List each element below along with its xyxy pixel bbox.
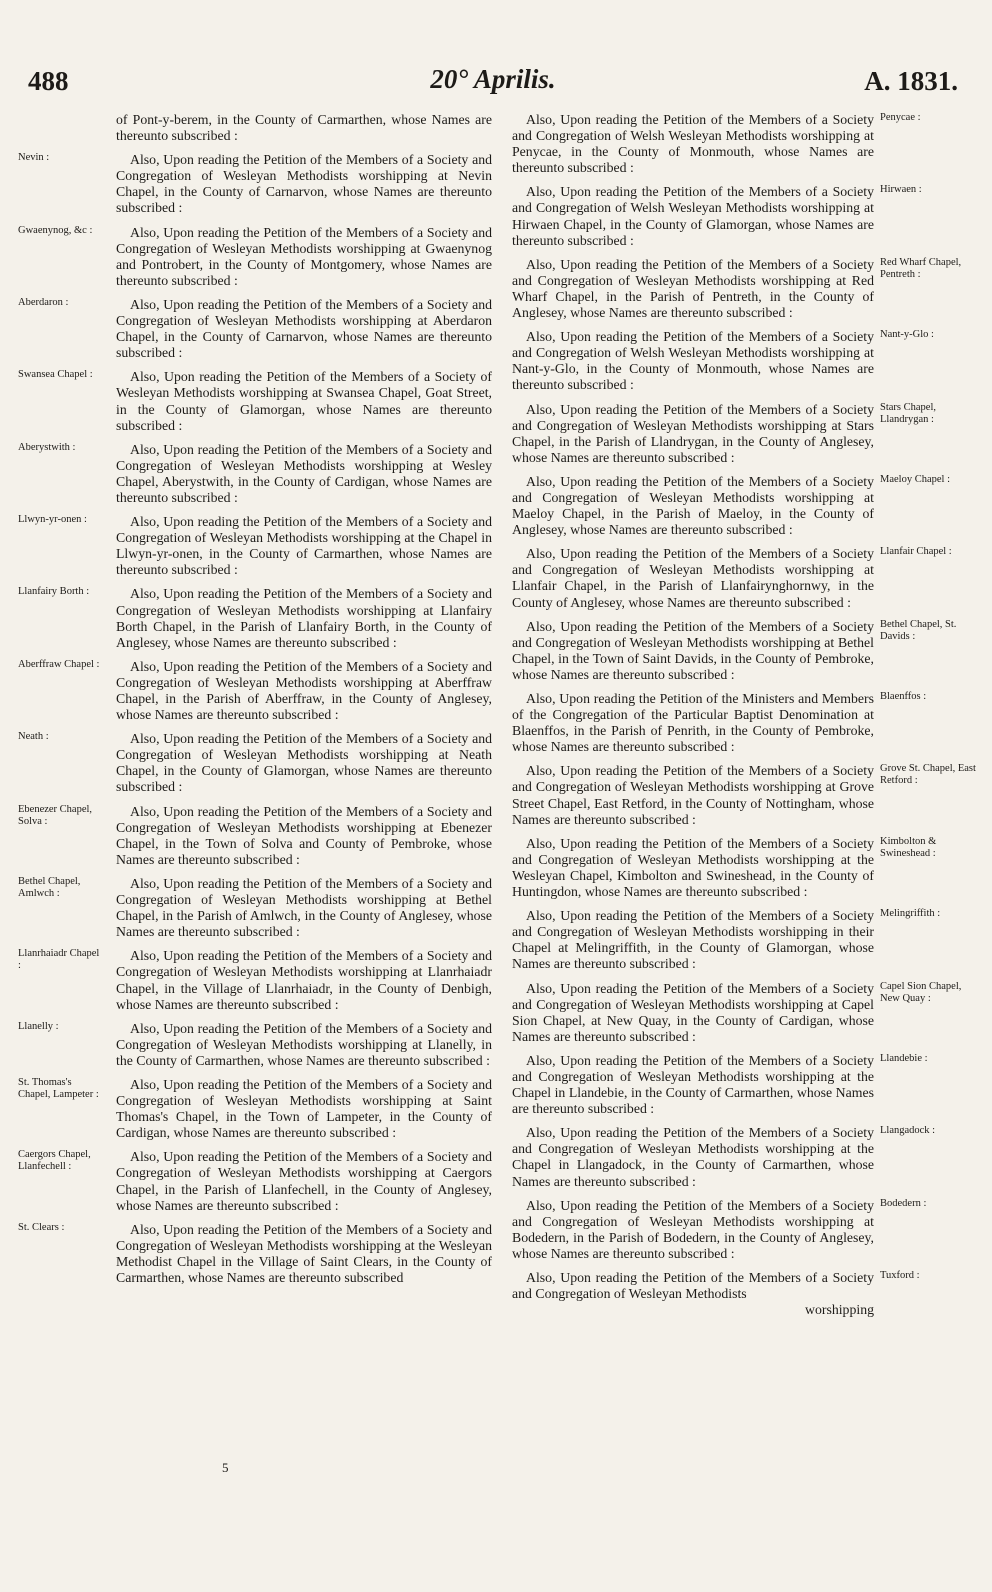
margin-note: Aberdaron :: [18, 297, 69, 308]
petition-entry: Also, Upon reading the Petition of the Members of a Society and Congregation of Wesleyan Methodists worshipping at the Wesleyan Methodist Chapel in the Village of Saint Clears, in the County of Carmarthen, whose Names are thereunto subscribed: [116, 1221, 492, 1285]
petition-entry: Also, Upon reading the Petition of the Members of a Society and Congregation of Welsh Wesleyan Methodists worshipping at Penycae, in the County of Monmouth, whose Names are thereunto subscribed :: [512, 112, 874, 176]
margin-note: St. Thomas's Chapel, Lampeter :: [18, 1077, 99, 1100]
margin-note: Capel Sion Chapel, New Quay :: [880, 981, 962, 1004]
petition-entry: Also, Upon reading the Petition of the Members of a Society and Congregation of Wesleyan Methodists worshipping at the Chapel in Llangadock, in the County of Carmarthen, whose Names are thereunto subscribed :: [512, 1125, 874, 1189]
continuation-text: of Pont-y-berem, in the County of Carmarthen, whose Names are thereunto subscribed :: [116, 112, 492, 144]
petition-entry: Also, Upon reading the Petition of the Members of a Society and Congregation of Wesleyan Methodists worshipping at Aberdaron Chapel, in the County of Carnarvon, whose Names are thereunto subscribed :: [116, 296, 492, 361]
petition-entry: Also, Upon reading the Petition of the Members of a Society and Congregation of Wesleyan Methodists worshipping at Bethel Chapel, in the Parish of Amlwch, in the County of Anglesey, whose Names are thereunto subscribed :: [116, 875, 492, 940]
margin-note: Melingriffith :: [880, 908, 941, 919]
petition-entry: Also, Upon reading the Petition of the Members of a Society and Congregation of Wesleyan Methodists worshipping in their Chapel at Melingriffith, in the County of Glamorgan, whose Names are thereunto subscribed :: [512, 908, 874, 972]
margin-note: Llanrhaiadr Chapel :: [18, 948, 100, 971]
petition-entry: Also, Upon reading the Petition of the Members of a Society of Wesleyan Methodists worshipping at Swansea Chapel, Goat Street, in the County of Glamorgan, whose Names are thereunto subscribed :: [116, 369, 492, 433]
margin-note: Bodedern :: [880, 1198, 927, 1209]
margin-note: Aberystwith :: [18, 442, 76, 453]
petition-entry: Also, Upon reading the Petition of the Members of a Society and Congregation of Wesleyan Methodists worshipping at Bethel Chapel, in the Town of Saint Davids, in the County of Pembroke, whose Names are thereunto subscribed :: [512, 618, 874, 682]
margin-note: Bethel Chapel, St. Davids :: [880, 619, 957, 642]
margin-note: Blaenffos :: [880, 691, 927, 702]
petition-entry: Also, Upon reading the Petition of the Members of a Society and Congregation of Welsh Wesleyan Methodists worshipping at Hirwaen Chapel, in the County of Glamorgan, whose Names are thereunto subscribed :: [512, 184, 874, 248]
margin-note: Stars Chapel, Llandrygan :: [880, 402, 936, 425]
petition-entry: Also, Upon reading the Petition of the Members of a Society and Congregation of Wesleyan Methodists worshipping at Bodedern, in the Parish of Bodedern, in the County of Anglesey, whose Names are thereunto subscribed :: [512, 1197, 874, 1261]
petition-entry: Also, Upon reading the Petition of the Members of a Society and Congregation of Wesleyan Methodists worshipping at the Wesleyan Chapel, Kimbolton and Swineshead, in the County of Huntingdon, whose Names are thereunto subscribed :: [512, 835, 874, 900]
petition-entry: Also, Upon reading the Petition of the Members of a Society and Congregation of Wesleyan Methodists worshipping at Llanfairy Borth Chapel, in the Parish of Llanfairy Borth, in the County of Anglesey, whose Names are thereunto subscribed :: [116, 586, 492, 650]
right-column: [512, 112, 874, 1326]
petition-entry: Also, Upon reading the Petition of the Members of a Society and Congregation of Wesleyan Methodists worshipping at Grove Street Chapel, East Retford, in the County of Nottingham, whose Names are thereunto subscribed :: [512, 763, 874, 827]
margin-note: Tuxford :: [880, 1270, 920, 1281]
margin-note: Kimbolton & Swineshead :: [880, 836, 937, 859]
petition-entry: Also, Upon reading the Petition of the Members of a Society and Congregation of Wesleyan Methodists worshipping at Red Wharf Chapel, in the Parish of Pentreth, in the County of Anglesey, whose Names are thereunto subscribed :: [512, 256, 874, 321]
margin-note: Grove St. Chapel, East Retford :: [880, 763, 976, 786]
petition-entry: Also, Upon reading the Petition of the Members of a Society and Congregation of Wesleyan Methodists worshipping at Llanelly, in the County of Carmarthen, whose Names are thereunto subscribed :: [116, 1020, 492, 1068]
petition-entry: Also, Upon reading the Petition of the Members of a Society and Congregation of Wesleyan Methodists worshipping at the Chapel in Llwyn-yr-onen, in the County of Carmarthen, whose Names are thereunto subscribed :: [116, 514, 492, 578]
petition-entry: Also, Upon reading the Petition of the Members of a Society and Congregation of Welsh Wesleyan Methodists worshipping at Nant-y-Glo, in the County of Monmouth, whose Names are thereunto subscribed :: [512, 329, 874, 393]
petition-entry: Also, Upon reading the Petition of the Ministers and Members of the Congregation of the Particular Baptist Denomination at Blaenffos, in the Parish of Penrith, in the County of Pembroke, whose Names are thereunto subscribed :: [512, 691, 874, 755]
margin-note: Llanfair Chapel :: [880, 546, 952, 557]
petition-entry: Also, Upon reading the Petition of the Members of a Society and Congregation of Wesleyan Methodists worshipping at Llanrhaiadr Chapel, in the Village of Llanrhaiadr, in the County of Denbigh, whose Names are thereunto subscribed :: [116, 948, 492, 1012]
petition-entry: Also, Upon reading the Petition of the Members of a Society and Congregation of Wesleyan Methodists worshipping at Gwaenynog and Pontrobert, in the County of Montgomery, whose Names are thereunto subscribed :: [116, 224, 492, 288]
petition-entry: Also, Upon reading the Petition of the Members of a Society and Congregation of Wesleyan Methodists worshipping at Llanfair Chapel, in the Parish of Llanfairynghornwy, in the County of Anglesey, whose Names are thereunto subscribed :: [512, 546, 874, 610]
petition-entry: Also, Upon reading the Petition of the Members of a Society and Congregation of Wesleyan Methodists worshipping at Capel Sion Chapel, at New Quay, in the County of Cardigan, whose Names are thereunto subscribed :: [512, 980, 874, 1044]
margin-note: Llanfairy Borth :: [18, 586, 90, 597]
margin-note: Hirwaen :: [880, 184, 922, 195]
margin-note: Aberffraw Chapel :: [18, 659, 100, 670]
margin-note: Llangadock :: [880, 1125, 936, 1136]
margin-note: Caergors Chapel, Llanfechell :: [18, 1149, 91, 1172]
petition-entry: Also, Upon reading the Petition of the Members of a Society and Congregation of Wesleyan Methodists worshipping at Stars Chapel, in the Parish of Llandrygan, in the County of Anglesey, whose Names are thereunto subscribed :: [512, 401, 874, 465]
left-column: [116, 112, 492, 1294]
margin-note: Llandebie :: [880, 1053, 928, 1064]
petition-entry: Also, Upon reading the Petition of the Members of a Society and Congregation of Wesleyan Methodists worshipping at Nevin Chapel, in the County of Carnarvon, whose Names are thereunto subscribed :: [116, 152, 492, 216]
petition-entry: Also, Upon reading the Petition of the Members of a Society and Congregation of Wesleyan Methodists worshipping at Wesley Chapel, Aberystwith, in the County of Cardigan, whose Names are thereunto subscribed :: [116, 441, 492, 505]
petition-entry: Also, Upon reading the Petition of the Members of a Society and Congregation of Wesleyan Methodists worshipping at Maeloy Chapel, in the Parish of Maeloy, in the County of Anglesey, whose Names are thereunto subscribed :: [512, 473, 874, 538]
petition-entry: Also, Upon reading the Petition of the Members of a Society and Congregation of Wesleyan Methodists worshipping at Neath Chapel, in the County of Glamorgan, whose Names are thereunto subscribed :: [116, 731, 492, 795]
margin-note: Swansea Chapel :: [18, 369, 93, 380]
margin-note: Nevin :: [18, 152, 50, 163]
petition-entry: Also, Upon reading the Petition of the Members of a Society and Congregation of Wesleyan Methodists worshipping at Ebenezer Chapel, in the Town of Solva and County of Pembroke, whose Names are thereunto subscribed :: [116, 803, 492, 867]
petition-entry: Also, Upon reading the Petition of the Members of a Society and Congregation of Wesleyan Methodists worshipping at Saint Thomas's Chapel, in the Town of Lampeter, in the County of Cardigan, whose Names are thereunto subscribed :: [116, 1076, 492, 1141]
margin-note: Gwaenynog, &c :: [18, 225, 93, 236]
petition-entry: Also, Upon reading the Petition of the Members of a Society and Congregation of Wesleyan Methodists: [512, 1270, 874, 1302]
page-year: A. 1831.: [864, 66, 958, 96]
margin-note: Ebenezer Chapel, Solva :: [18, 804, 93, 827]
margin-note: Penycae :: [880, 112, 921, 123]
page-date: 20° Aprilis.: [430, 64, 556, 94]
margin-note: St. Clears :: [18, 1222, 65, 1233]
catchword: worshipping: [805, 1302, 874, 1318]
petition-entry: Also, Upon reading the Petition of the Members of a Society and Congregation of Wesleyan Methodists worshipping at the Chapel in Llandebie, in the County of Carmarthen, whose Names are thereunto subscribed :: [512, 1052, 874, 1117]
margin-note: Neath :: [18, 731, 49, 742]
page-number: 488: [28, 66, 69, 96]
page-header: [28, 62, 958, 102]
margin-note: Llanelly :: [18, 1021, 59, 1032]
margin-note: Bethel Chapel, Amlwch :: [18, 876, 81, 899]
margin-note: Llwyn-yr-onen :: [18, 514, 87, 525]
petition-entry: Also, Upon reading the Petition of the Members of a Society and Congregation of Wesleyan Methodists worshipping at Caergors Chapel, in the Parish of Llanfechell, in the County of Anglesey, whose Names are thereunto subscribed :: [116, 1149, 492, 1213]
margin-note: Maeloy Chapel :: [880, 474, 950, 485]
signature-mark: 5: [222, 1460, 229, 1475]
petition-entry: Also, Upon reading the Petition of the Members of a Society and Congregation of Wesleyan Methodists worshipping at Aberffraw Chapel, in the Parish of Aberffraw, in the County of Anglesey, whose Names are thereunto subscribed :: [116, 658, 492, 723]
margin-note: Red Wharf Chapel, Pentreth :: [880, 257, 962, 280]
margin-note: Nant-y-Glo :: [880, 329, 934, 340]
